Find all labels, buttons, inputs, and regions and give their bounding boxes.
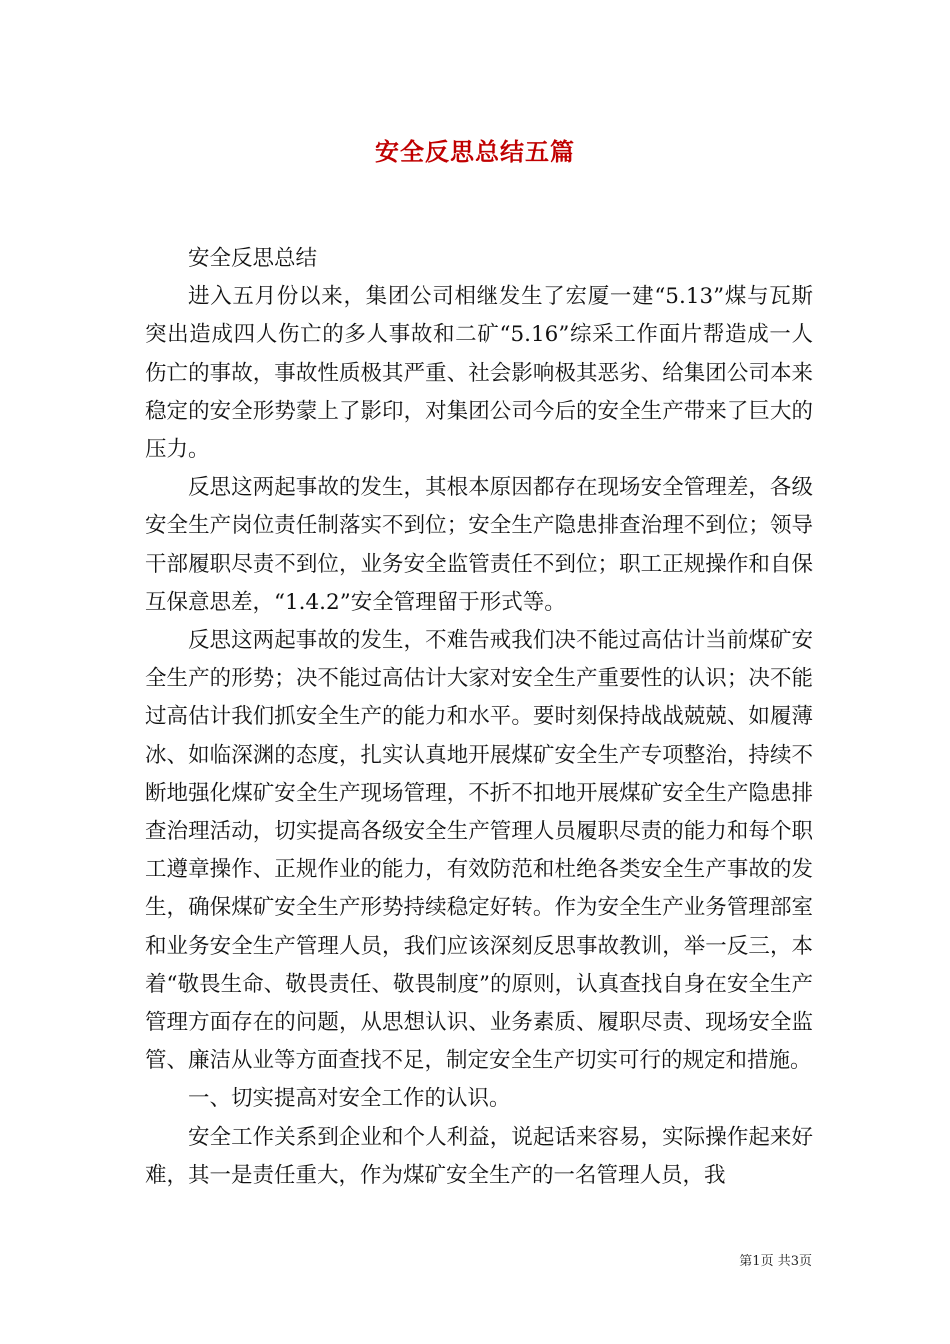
section-heading-1: 一、切实提高对安全工作的认识。 bbox=[188, 1086, 511, 1112]
page-number-current: 1 bbox=[752, 1254, 761, 1269]
paragraph-1: 进入五月份以来，集团公司相继发生了宏厦一建“5.13”煤与瓦斯突出造成四人伤亡的多人事故和二矿“5.16”综采工作面片帮造成一人伤亡的事故，事故性质极其严重、社会影响极其恶劣、给集团公司本来稳定的安全形势蒙上了影印，对集团公司今后的安全生产带来了巨大的压力。 bbox=[145, 284, 813, 463]
page-number bbox=[739, 1250, 812, 1269]
document-subtitle: 安全反思总结 bbox=[188, 246, 318, 271]
page-number-suffix: 页 bbox=[798, 1254, 812, 1269]
page-number-prefix: 第 bbox=[739, 1254, 753, 1269]
document-body bbox=[145, 240, 813, 1195]
document-title: 安全反思总结五篇 bbox=[375, 137, 575, 166]
page-number-total: 3 bbox=[790, 1254, 799, 1269]
paragraph-3: 反思这两起事故的发生，不难告戒我们决不能过高估计当前煤矿安全生产的形势；决不能过高估计大家对安全生产重要性的认识；决不能过高估计我们抓安全生产的能力和水平。要时刻保持战战兢兢、如履薄冰、如临深渊的态度，扎实认真地开展煤矿安全生产专项整治，持续不断地强化煤矿安全生产现场管理，不折不扣地开展煤矿安全生产隐患排查治理活动，切实提高各级安全生产管理人员履职尽责的能力和每个职工遵章操作、正规作业的能力，有效防范和杜绝各类安全生产事故的发生，确保煤矿安全生产形势持续稳定好转。作为安全生产业务管理部室和业务安全生产管理人员，我们应该深刻反思事故教训，举一反三，本着“敬畏生命、敬畏责任、敬畏制度”的原则，认真查找自身在安全生产管理方面存在的问题，从思想认识、业务素质、履职尽责、现场安全监管、廉洁从业等方面查找不足，制定安全生产切实可行的规定和措施。 bbox=[145, 628, 813, 1074]
paragraph-2: 反思这两起事故的发生，其根本原因都存在现场安全管理差，各级安全生产岗位责任制落实不到位；安全生产隐患排查治理不到位；领导干部履职尽责不到位，业务安全监管责任不到位；职工正规操作和自保互保意思差，“1.4.2”安全管理留于形式等。 bbox=[145, 475, 813, 615]
paragraph-4: 安全工作关系到企业和个人利益，说起话来容易，实际操作起来好难，其一是责任重大，作为煤矿安全生产的一名管理人员，我 bbox=[145, 1124, 813, 1188]
page-number-middle: 页 共 bbox=[760, 1254, 791, 1269]
